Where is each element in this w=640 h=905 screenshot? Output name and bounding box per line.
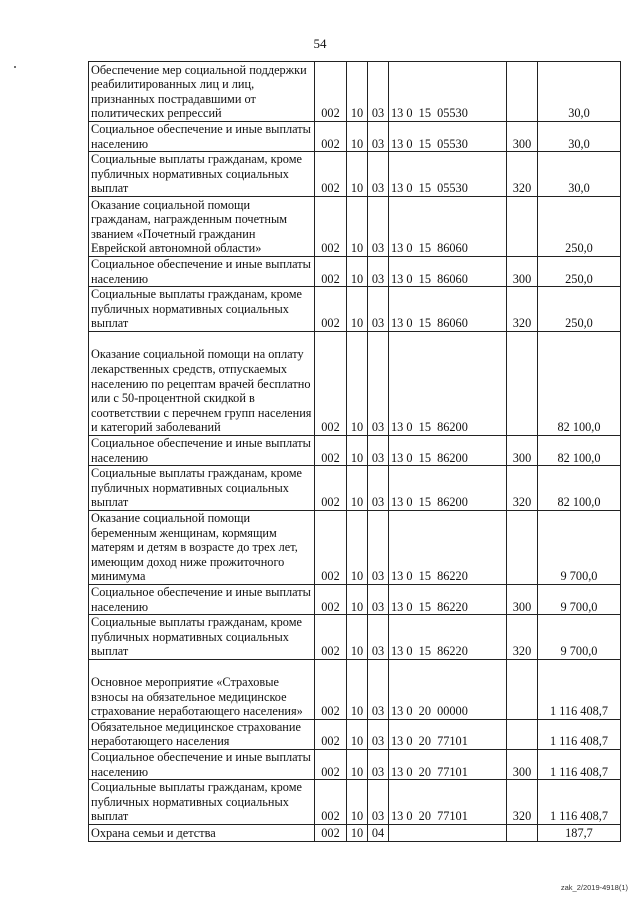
row-expense-type: [507, 196, 538, 256]
row-target-article: 13 0 15 05530: [389, 62, 507, 122]
row-target-article: 13 0 15 86060: [389, 256, 507, 286]
row-ved-code: 002: [315, 825, 347, 842]
row-section-code: 10: [347, 122, 368, 152]
row-sum: 30,0: [538, 152, 621, 197]
row-section-code: 10: [347, 466, 368, 511]
row-section-code: 10: [347, 331, 368, 435]
row-sum: 82 100,0: [538, 331, 621, 435]
row-expense-type: 300: [507, 584, 538, 614]
table-row: [89, 466, 621, 511]
row-section-code: 10: [347, 62, 368, 122]
row-section-code: 10: [347, 256, 368, 286]
table-row: [89, 62, 621, 122]
row-subsection-code: 03: [368, 750, 389, 780]
page-number: 54: [313, 36, 327, 51]
row-sum: 1 116 408,7: [538, 750, 621, 780]
row-subsection-code: 03: [368, 196, 389, 256]
row-expense-type: 320: [507, 152, 538, 197]
row-name: Социальное обеспечение и иные выплаты населению: [89, 584, 315, 614]
row-ved-code: 002: [315, 196, 347, 256]
table-row: [89, 152, 621, 197]
row-ved-code: 002: [315, 122, 347, 152]
table-row: [89, 719, 621, 749]
row-expense-type: [507, 659, 538, 719]
row-target-article: 13 0 15 86220: [389, 584, 507, 614]
row-name: Охрана семьи и детства: [89, 825, 315, 842]
row-target-article: 13 0 20 77101: [389, 719, 507, 749]
table-row: [89, 615, 621, 660]
row-sum: 187,7: [538, 825, 621, 842]
row-ved-code: 002: [315, 331, 347, 435]
row-sum: 1 116 408,7: [538, 659, 621, 719]
row-section-code: 10: [347, 287, 368, 332]
row-target-article: [389, 825, 507, 842]
row-expense-type: [507, 825, 538, 842]
row-name: Обязательное медицинское страхование неработающего населения: [89, 719, 315, 749]
row-target-article: 13 0 15 86200: [389, 435, 507, 465]
row-expense-type: [507, 510, 538, 584]
row-ved-code: 002: [315, 435, 347, 465]
row-subsection-code: 03: [368, 780, 389, 825]
row-expense-type: 300: [507, 435, 538, 465]
row-section-code: 10: [347, 510, 368, 584]
row-sum: 9 700,0: [538, 615, 621, 660]
row-name: Оказание социальной помощи беременным женщинам, кормящим матерям и детям в возрасте до трех лет, имеющим доход ниже прожиточного минимума: [89, 510, 315, 584]
row-expense-type: 300: [507, 750, 538, 780]
row-ved-code: 002: [315, 152, 347, 197]
row-sum: 250,0: [538, 287, 621, 332]
row-expense-type: 320: [507, 780, 538, 825]
row-sum: 1 116 408,7: [538, 780, 621, 825]
table-row: [89, 196, 621, 256]
row-target-article: 13 0 15 86200: [389, 466, 507, 511]
row-ved-code: 002: [315, 466, 347, 511]
table-row: [89, 256, 621, 286]
row-name: Оказание социальной помощи на оплату лекарственных средств, отпускаемых населению по рецептам врачей бесплатно или с 50-процентной скидкой в соответствии с перечнем групп населения и категорий заболеваний: [89, 331, 315, 435]
row-subsection-code: 03: [368, 719, 389, 749]
row-target-article: 13 0 15 86200: [389, 331, 507, 435]
row-ved-code: 002: [315, 659, 347, 719]
row-sum: 30,0: [538, 62, 621, 122]
row-target-article: 13 0 15 86220: [389, 510, 507, 584]
row-sum: 82 100,0: [538, 435, 621, 465]
row-ved-code: 002: [315, 256, 347, 286]
row-name: Оказание социальной помощи гражданам, награжденным почетным званием «Почетный гражданин Еврейской автономной области»: [89, 196, 315, 256]
table-row: [89, 122, 621, 152]
row-section-code: 10: [347, 659, 368, 719]
scan-speck: [14, 66, 16, 68]
footer-code: zak_2/2019-4918(1): [560, 883, 628, 892]
row-subsection-code: 03: [368, 256, 389, 286]
row-section-code: 10: [347, 780, 368, 825]
table-row: [89, 435, 621, 465]
row-subsection-code: 03: [368, 584, 389, 614]
row-expense-type: 320: [507, 287, 538, 332]
row-section-code: 10: [347, 196, 368, 256]
row-sum: 82 100,0: [538, 466, 621, 511]
row-expense-type: 320: [507, 615, 538, 660]
row-subsection-code: 03: [368, 615, 389, 660]
row-subsection-code: 03: [368, 62, 389, 122]
row-section-code: 10: [347, 584, 368, 614]
row-section-code: 10: [347, 719, 368, 749]
row-name: Социальные выплаты гражданам, кроме публичных нормативных социальных выплат: [89, 287, 315, 332]
row-target-article: 13 0 15 05530: [389, 152, 507, 197]
row-ved-code: 002: [315, 615, 347, 660]
table-row: [89, 331, 621, 435]
budget-table-body: [89, 62, 621, 842]
row-target-article: 13 0 20 77101: [389, 750, 507, 780]
row-expense-type: 300: [507, 122, 538, 152]
row-name: Социальное обеспечение и иные выплаты населению: [89, 435, 315, 465]
row-expense-type: [507, 331, 538, 435]
row-ved-code: 002: [315, 287, 347, 332]
row-target-article: 13 0 15 86060: [389, 287, 507, 332]
row-subsection-code: 03: [368, 510, 389, 584]
row-sum: 250,0: [538, 196, 621, 256]
row-section-code: 10: [347, 615, 368, 660]
table-row: [89, 825, 621, 842]
table-row: [89, 287, 621, 332]
row-name: Основное мероприятие «Страховые взносы на обязательное медицинское страхование неработающего населения»: [89, 659, 315, 719]
row-target-article: 13 0 15 05530: [389, 122, 507, 152]
row-target-article: 13 0 15 86220: [389, 615, 507, 660]
row-subsection-code: 03: [368, 152, 389, 197]
row-section-code: 10: [347, 750, 368, 780]
row-name: Социальное обеспечение и иные выплаты населению: [89, 750, 315, 780]
row-sum: 9 700,0: [538, 510, 621, 584]
row-name: Социальные выплаты гражданам, кроме публичных нормативных социальных выплат: [89, 780, 315, 825]
row-subsection-code: 03: [368, 287, 389, 332]
row-name: Обеспечение мер социальной поддержки реабилитированных лиц и лиц, признанных пострадавшими от политических репрессий: [89, 62, 315, 122]
row-expense-type: [507, 719, 538, 749]
table-row: [89, 780, 621, 825]
table-row: [89, 659, 621, 719]
budget-table: [88, 61, 621, 842]
row-sum: 1 116 408,7: [538, 719, 621, 749]
row-ved-code: 002: [315, 750, 347, 780]
row-name: Социальные выплаты гражданам, кроме публичных нормативных социальных выплат: [89, 615, 315, 660]
row-sum: 9 700,0: [538, 584, 621, 614]
row-subsection-code: 03: [368, 435, 389, 465]
row-subsection-code: 03: [368, 122, 389, 152]
row-section-code: 10: [347, 435, 368, 465]
row-target-article: 13 0 20 00000: [389, 659, 507, 719]
row-expense-type: 320: [507, 466, 538, 511]
table-row: [89, 510, 621, 584]
row-subsection-code: 04: [368, 825, 389, 842]
row-section-code: 10: [347, 152, 368, 197]
row-ved-code: 002: [315, 510, 347, 584]
row-ved-code: 002: [315, 780, 347, 825]
row-name: Социальное обеспечение и иные выплаты населению: [89, 122, 315, 152]
row-name: Социальные выплаты гражданам, кроме публичных нормативных социальных выплат: [89, 466, 315, 511]
row-sum: 30,0: [538, 122, 621, 152]
row-ved-code: 002: [315, 584, 347, 614]
row-subsection-code: 03: [368, 331, 389, 435]
row-name: Социальное обеспечение и иные выплаты населению: [89, 256, 315, 286]
row-expense-type: 300: [507, 256, 538, 286]
row-expense-type: [507, 62, 538, 122]
row-sum: 250,0: [538, 256, 621, 286]
row-name: Социальные выплаты гражданам, кроме публичных нормативных социальных выплат: [89, 152, 315, 197]
row-target-article: 13 0 15 86060: [389, 196, 507, 256]
row-section-code: 10: [347, 825, 368, 842]
row-ved-code: 002: [315, 719, 347, 749]
table-row: [89, 750, 621, 780]
table-row: [89, 584, 621, 614]
row-target-article: 13 0 20 77101: [389, 780, 507, 825]
row-subsection-code: 03: [368, 659, 389, 719]
row-ved-code: 002: [315, 62, 347, 122]
row-subsection-code: 03: [368, 466, 389, 511]
